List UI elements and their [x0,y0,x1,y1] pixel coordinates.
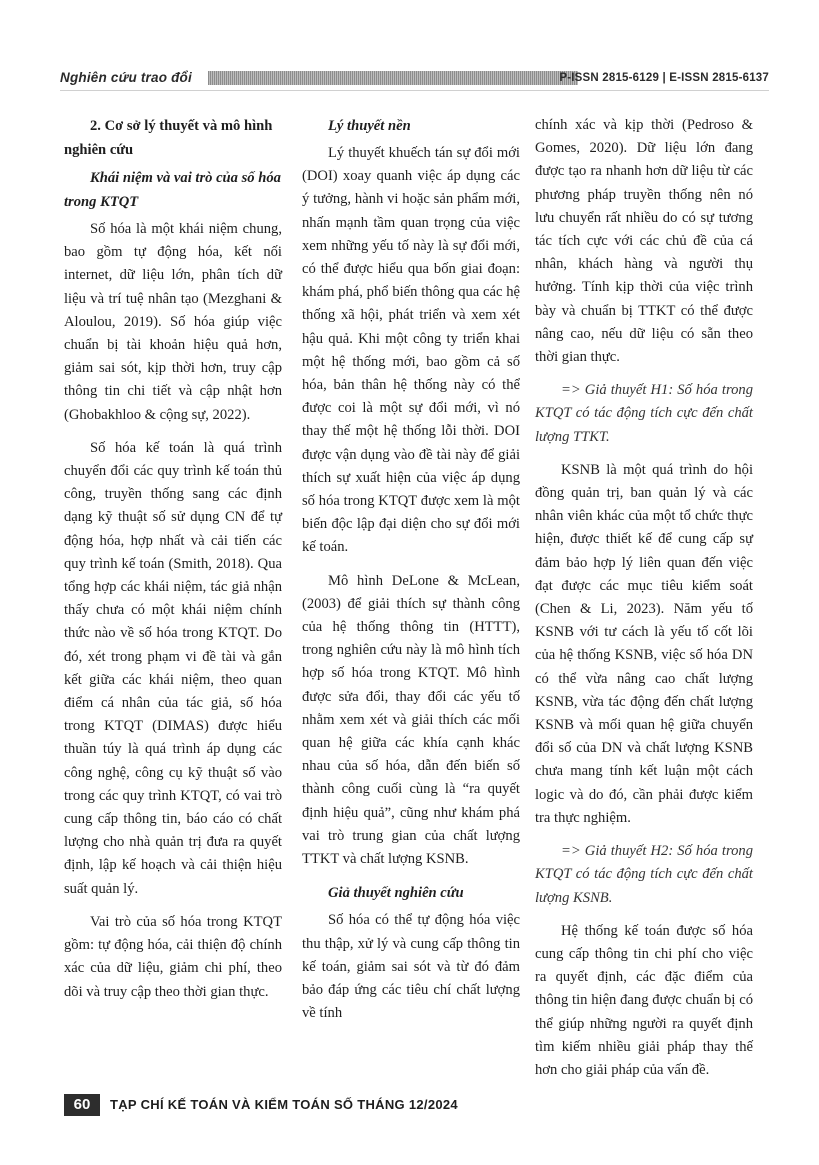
header-decorative-bar [208,71,578,85]
paragraph: Mô hình DeLone & McLean, (2003) để giải thích sự thành công của hệ thống thông tin (HTTT), trong nghiên cứu này là mô hình tích hợp số hóa trong KTQT. Mô hình được sửa đổi, thay đổi các yếu tố nhằm xem xét và giải thích các mối quan hệ giữa các khía cạnh khác nhau của số hóa, dẫn đến biến số thành công cuối cùng là “ra quyết định hiệu quả”, cũng như khám phá vai trò trung gian của chất lượng TTKT và chất lượng KSNB. [302,572,520,868]
column-2 [302,114,520,1035]
column-3 [535,114,753,1092]
hypothesis-h2: => Giả thuyết H2: Số hóa trong KTQT có tác động tích cực đến chất lượng KSNB. [535,843,753,906]
page-header [60,68,769,94]
paragraph: chính xác và kịp thời (Pedroso & Gomes, 2020). Dữ liệu lớn đang được tạo ra nhanh hơn dữ liệu từ các phương pháp truyền thống nên nó lưu chuyển rất nhiều do có sự tương tác tích cực với các chủ đề của cá nhân, khách hàng và người thụ hưởng. Tính kịp thời của việc trình bày và chuẩn bị TTKT có thể được nâng cao, nếu dữ liệu có sẵn theo thời gian thực. [535,117,753,366]
section-label: Nghiên cứu trao đổi [60,70,192,85]
paragraph: Hệ thống kế toán được số hóa cung cấp thông tin chi phí cho việc ra quyết định, các đặc điểm của thông tin hiện đang được chuẩn bị có thể giúp những người ra quyết định tìm kiếm nhiều giải pháp thay thế hơn cho giải pháp của vấn đề. [535,922,753,1078]
hypothesis-h1: => Giả thuyết H1: Số hóa trong KTQT có tác động tích cực đến chất lượng TTKT. [535,382,753,445]
journal-name: TẠP CHÍ KẾ TOÁN VÀ KIỂM TOÁN SỐ THÁNG 12/2024 [110,1097,458,1112]
subsection-title: Lý thuyết nền [328,118,411,134]
page-footer [64,1094,764,1118]
paragraph: Lý thuyết khuếch tán sự đổi mới (DOI) xoay quanh việc áp dụng các ý tưởng, hành vi hoặc sản phẩm mới, nhấn mạnh tầm quan trọng của việc xem những yếu tố này là sự đổi mới, có thể được hiểu qua bốn giai đoạn: khám phá, phổ biến thông qua các hệ thống xã hội, phát triển và xem xét hậu quả. Khi một công ty triển khai một hệ thống mới, bao gồm cả số hóa, bản thân hệ thống này có thể được coi là một sự đổi mới, vì nó thay thế một hệ thống lỗi thời. DOI được vận dụng vào đề tài này để giải thích sự xuất hiện của việc áp dụng số hóa trong KTQT được xem là một biến độc lập đại diện cho sự đổi mới kế toán. [302,145,520,556]
column-1 [64,114,282,1014]
section-title: 2. Cơ sở lý thuyết và mô hình nghiên cứu [64,118,273,158]
paragraph: Số hóa kế toán là quá trình chuyển đổi các quy trình kế toán thủ công, truyền thống sang các định dạng kỹ thuật số sử dụng CN để tự động hóa, hợp nhất và cải tiến các quy trình kế toán (Smith, 2018). Qua tổng hợp các khái niệm, tác giả nhận thấy chưa có một khái niệm chính thức nào về số hóa trong KTQT. Do đó, xét trong phạm vi đề tài và gắn kết giữa các khái niệm, theo quan điểm cá nhân của tác giả, số hóa trong KTQT (DIMAS) được hiểu thuần túy là quá trình áp dụng các công nghệ, công cụ kỹ thuật số vào trong các quy trình KTQT, có vai trò cung cấp thông tin, báo cáo có chất lượng cho nhà quản trị đưa ra quyết định, lập kế hoạch và cải thiện hiệu suất quản lý. [64,439,282,897]
issn-label: P-ISSN 2815-6129 | E-ISSN 2815-6137 [559,72,769,84]
subsection-title: Giả thuyết nghiên cứu [328,885,464,902]
page-number: 60 [64,1094,100,1116]
header-divider [60,90,769,91]
paragraph: Số hóa có thể tự động hóa việc thu thập, xử lý và cung cấp thông tin kế toán, giảm sai sót và từ đó đảm bảo đáp ứng các tiêu chí chất lượng về tính [302,912,520,1022]
paragraph: Số hóa là một khái niệm chung, bao gồm tự động hóa, kết nối internet, dữ liệu lớn, phân tích dữ liệu và trí tuệ nhân tạo (Mezghani & Aloulou, 2019). Số hóa giúp việc chuẩn bị tài khoản hiệu quả hơn, giảm sai sót, kịp thời hơn, truy cập thông tin chi tiết và cập nhật hơn (Ghobakhloo & cộng sự, 2022). [64,221,282,423]
subsection-title: Khái niệm và vai trò của số hóa trong KTQT [64,170,281,210]
paragraph: Vai trò của số hóa trong KTQT gồm: tự động hóa, cải thiện độ chính xác của dữ liệu, giảm chi phí, theo dõi và truy cập theo thời gian thực. [64,913,282,1000]
paragraph: KSNB là một quá trình do hội đồng quản trị, ban quản lý và các nhân viên khác của một tổ chức thực hiện, được thiết kế để cung cấp sự đảm bảo hợp lý liên quan đến việc đạt được các mục tiêu kiểm soát (Chen & Li, 2023). Năm yếu tố KSNB với tư cách là yếu tố cốt lõi của hệ thống KSNB, việc số hóa DN có thể vừa nâng cao chất lượng KSNB, vừa tác động đến chất lượng KSNB và mối quan hệ giữa chuyển đổi số của DN và chất lượng KSNB chưa mang tính kết luận một cách logic và do đó, cần phải được kiểm tra thực nghiệm. [535,461,753,826]
